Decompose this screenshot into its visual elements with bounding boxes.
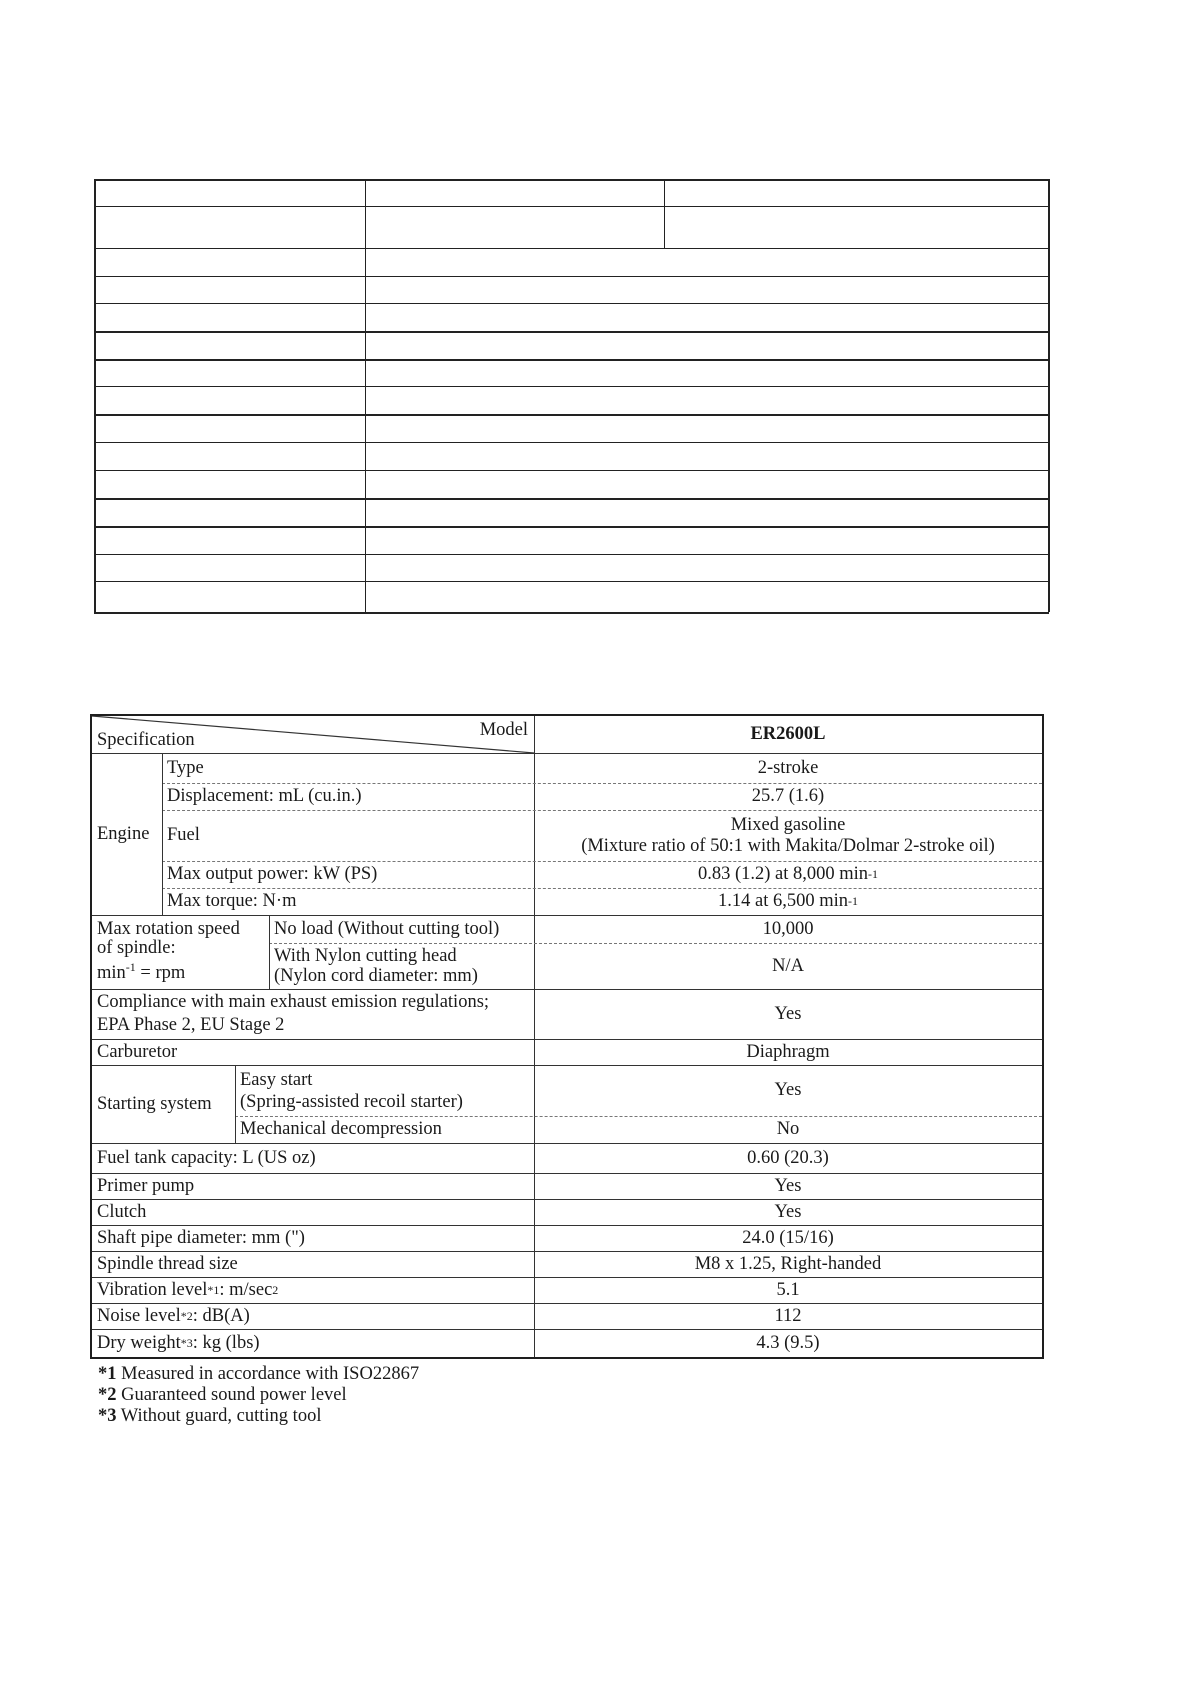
max-torque-label: Max torque: N·m <box>167 891 297 911</box>
compliance-label-line1: Compliance with main exhaust emission regulations; <box>97 992 490 1012</box>
fuel-value <box>534 810 1042 861</box>
rotation-label <box>92 915 269 989</box>
engine-type-value: 2-stroke <box>757 757 819 778</box>
rotation-min: min <box>97 963 126 984</box>
empty-grid-table <box>94 179 1049 612</box>
shaft-diameter-label: Shaft pipe diameter: mm (") <box>97 1227 305 1248</box>
grid-row-line <box>94 248 1049 249</box>
primer-pump-value: Yes <box>774 1175 802 1196</box>
grid-row-line <box>94 612 1049 614</box>
fuel-value-line1: Mixed gasoline <box>730 814 846 835</box>
compliance-label <box>92 989 534 1039</box>
grid-row-line <box>94 498 1049 500</box>
header-specification: Specification <box>97 729 195 750</box>
footnote-marker: *2 <box>98 1385 117 1405</box>
grid-row-line <box>94 359 1049 361</box>
decompression-value: No <box>776 1119 800 1139</box>
grid-row-line <box>94 386 1049 387</box>
footnote-marker: *3 <box>98 1406 117 1426</box>
vibration-label <box>92 1277 534 1303</box>
carburetor-label: Carburetor <box>97 1041 178 1062</box>
footnote-marker: *1 <box>98 1364 117 1384</box>
grid-row-line <box>94 303 1049 304</box>
grid-row-line <box>94 276 1049 277</box>
noise-marker: *2 <box>180 1308 193 1323</box>
easy-start-line1: Easy start <box>240 1069 313 1090</box>
footnote-text: Without guard, cutting tool <box>116 1406 322 1426</box>
vibration-unit-sup: 2 <box>272 1282 279 1297</box>
min-exponent: -1 <box>868 867 879 881</box>
min-exponent: -1 <box>848 894 858 908</box>
grid-row-line <box>94 470 1049 471</box>
noise-value: 112 <box>774 1305 802 1326</box>
max-output-text: 0.83 (1.2) at 8,000 min <box>697 864 869 884</box>
primer-pump-label: Primer pump <box>97 1175 195 1196</box>
nylon-label-line2: (Nylon cord diameter: mm) <box>274 966 478 986</box>
compliance-value: Yes <box>774 1003 802 1024</box>
footnote-2 <box>98 1385 419 1406</box>
fuel-label: Fuel <box>167 825 200 845</box>
grid-row-line <box>94 581 1049 582</box>
spec-table <box>90 714 1044 1359</box>
nylon-value: N/A <box>772 955 804 976</box>
footnote-3 <box>98 1406 419 1427</box>
footnote-text: Measured in accordance with ISO22867 <box>116 1364 420 1384</box>
decompression-label: Mechanical decompression <box>240 1119 442 1139</box>
nylon-label-line1: With Nylon cutting head <box>274 946 457 966</box>
max-torque-value <box>534 888 1042 915</box>
grid-column-line <box>664 179 665 248</box>
easy-start-line2: (Spring-assisted recoil starter) <box>240 1091 463 1112</box>
model-name: ER2600L <box>750 724 826 744</box>
vibration-label-text: Vibration level <box>97 1279 208 1300</box>
grid-row-line <box>94 526 1049 528</box>
grid-row-line <box>94 442 1049 443</box>
vibration-value: 5.1 <box>776 1279 800 1300</box>
max-output-value <box>534 861 1042 888</box>
grid-column-line <box>94 179 96 612</box>
fuel-value-line2: (Mixture ratio of 50:1 with Makita/Dolmar 2-stroke oil) <box>581 835 995 856</box>
fuel-tank-label: Fuel tank capacity: L (US oz) <box>97 1147 316 1168</box>
spindle-thread-label: Spindle thread size <box>97 1253 238 1274</box>
vibration-unit: : m/sec <box>219 1279 273 1300</box>
header-model: Model <box>479 719 528 740</box>
no-load-value: 10,000 <box>762 918 814 939</box>
dry-weight-value: 4.3 (9.5) <box>756 1332 820 1353</box>
grid-row-line <box>94 554 1049 555</box>
noise-unit: : dB(A) <box>192 1305 250 1326</box>
weight-label-text: Dry weight <box>97 1332 181 1353</box>
rotation-label-line3 <box>97 958 185 983</box>
engine-type-label: Type <box>167 757 204 778</box>
grid-row-line <box>94 206 1049 207</box>
spindle-thread-value: M8 x 1.25, Right-handed <box>694 1253 882 1274</box>
max-output-label: Max output power: kW (PS) <box>167 864 378 884</box>
noise-label-text: Noise level <box>97 1305 181 1326</box>
noise-label <box>92 1303 534 1329</box>
easy-start-value: Yes <box>774 1080 802 1100</box>
grid-row-line <box>94 331 1049 333</box>
max-torque-text: 1.14 at 6,500 min <box>717 891 848 911</box>
carburetor-value: Diaphragm <box>746 1041 830 1062</box>
weight-unit: : kg (lbs) <box>192 1332 260 1353</box>
clutch-value: Yes <box>774 1201 802 1222</box>
shaft-diameter-value: 24.0 (15/16) <box>742 1227 834 1248</box>
clutch-label: Clutch <box>97 1201 147 1222</box>
displacement-label: Displacement: mL (cu.in.) <box>167 786 362 806</box>
dry-weight-label <box>92 1329 534 1357</box>
nylon-label <box>269 943 534 989</box>
compliance-label-line2: EPA Phase 2, EU Stage 2 <box>97 1015 285 1035</box>
fuel-tank-value: 0.60 (20.3) <box>747 1147 829 1168</box>
easy-start-label <box>235 1065 534 1116</box>
footnote-1 <box>98 1364 419 1385</box>
grid-row-line <box>94 414 1049 416</box>
grid-column-line <box>365 179 366 612</box>
displacement-value: 25.7 (1.6) <box>751 786 825 806</box>
rotation-label-line2: of spindle: <box>97 938 176 959</box>
weight-marker: *3 <box>180 1335 193 1350</box>
footnotes <box>98 1364 419 1427</box>
grid-row-line <box>94 179 1049 181</box>
vibration-marker: *1 <box>207 1282 220 1297</box>
rotation-label-line1: Max rotation speed <box>97 919 240 940</box>
footnote-text: Guaranteed sound power level <box>116 1385 347 1405</box>
rotation-rpm: = rpm <box>135 963 186 984</box>
no-load-label: No load (Without cutting tool) <box>274 918 500 939</box>
grid-column-line <box>1048 179 1050 612</box>
min-exponent: -1 <box>125 960 136 975</box>
engine-label: Engine <box>97 823 150 844</box>
starting-system-label: Starting system <box>97 1093 212 1114</box>
